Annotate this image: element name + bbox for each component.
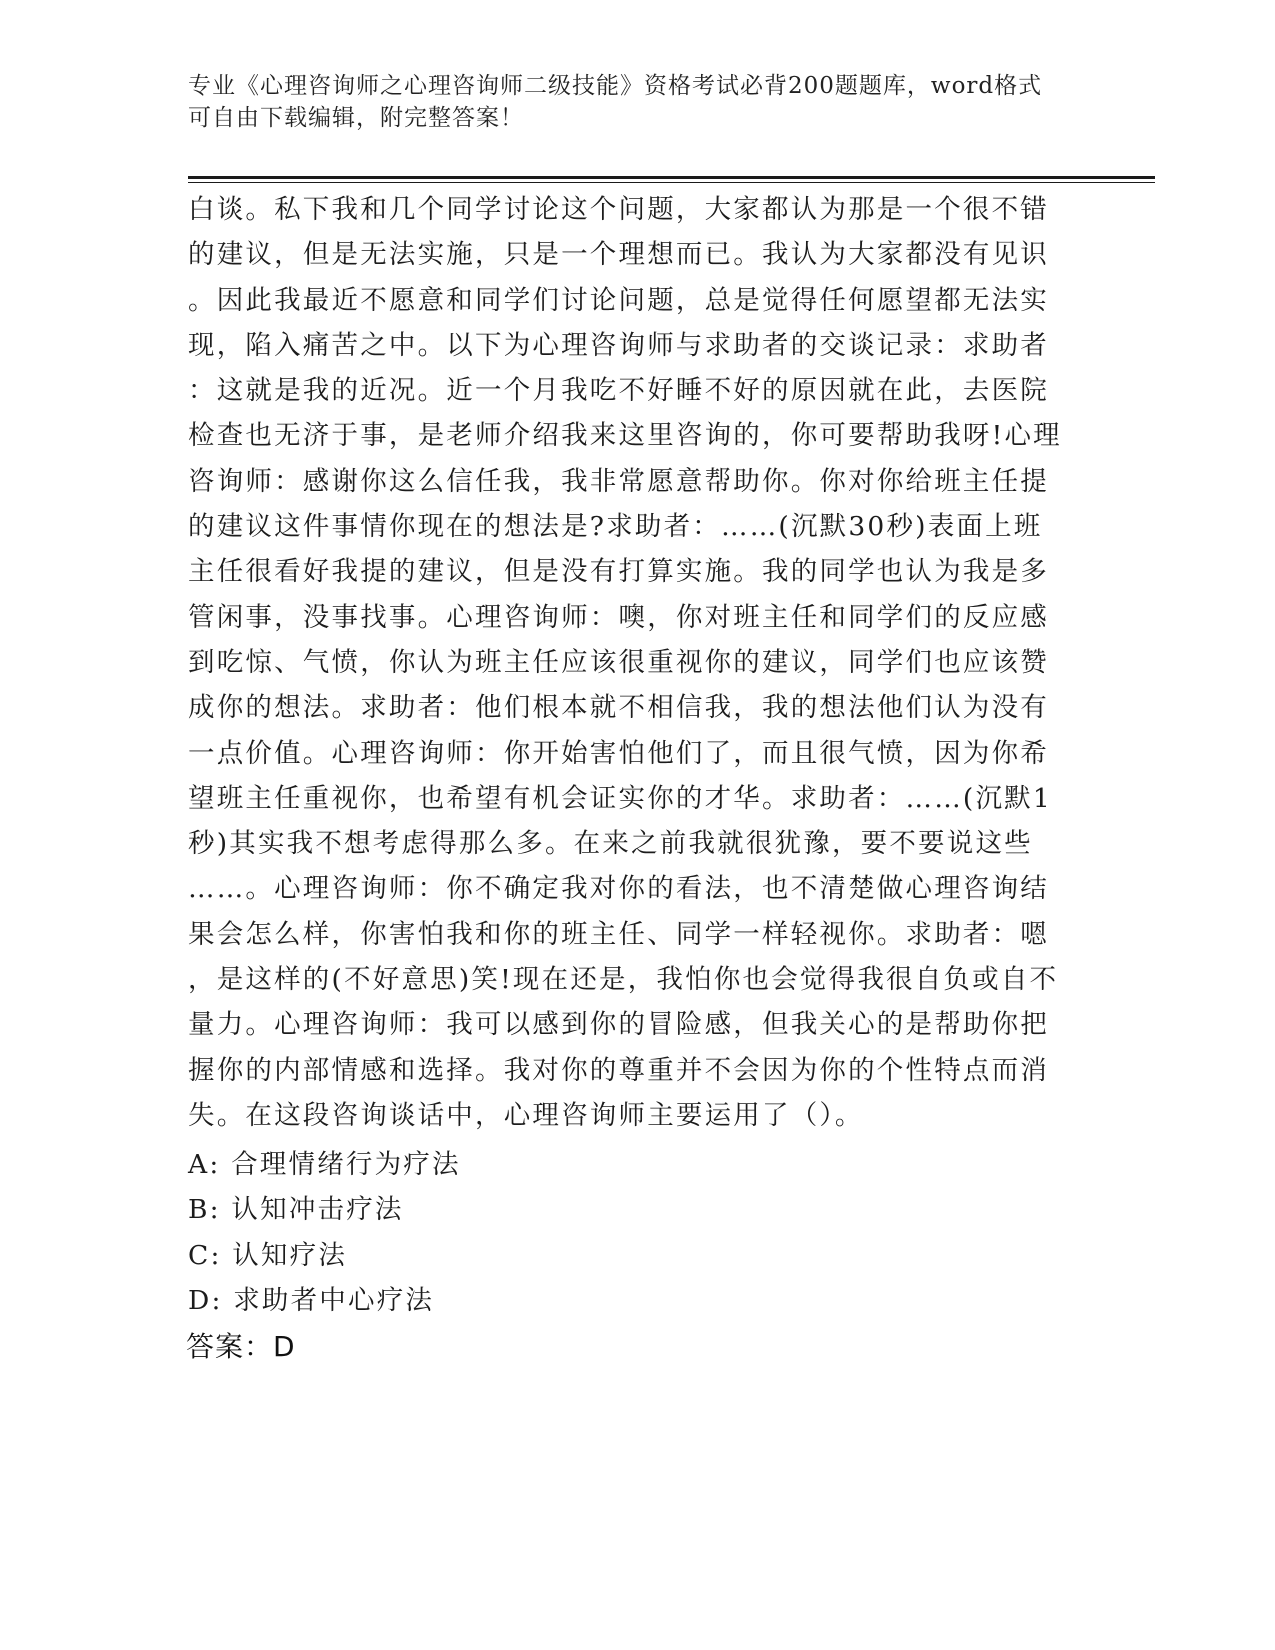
question-line: 现，陷入痛苦之中。以下为心理咨询师与求助者的交谈记录：求助者 xyxy=(188,329,1049,361)
question-line: 白谈。私下我和几个同学讨论这个问题，大家都认为那是一个很不错 xyxy=(188,194,1049,225)
question-line: 到吃惊、气愤，你认为班主任应该很重视你的建议，同学们也应该赞 xyxy=(188,646,1049,678)
question-line: 一点价值。心理咨询师：你开始害怕他们了，而且很气愤，因为你希 xyxy=(188,737,1049,769)
answer-options xyxy=(188,1142,888,1323)
header-divider-thick xyxy=(188,176,1155,179)
option-a: A: 合理情绪行为疗法 xyxy=(188,1149,461,1180)
question-text xyxy=(188,187,1078,1138)
document-header xyxy=(188,70,1068,134)
question-line: ，是这样的(不好意思)笑!现在还是，我怕你也会觉得我很自负或自不 xyxy=(188,964,1059,996)
question-line: 秒)其实我不想考虑得那么多。在来之前我就很犹豫，要不要说这些 xyxy=(188,828,1033,860)
question-line: 管闲事，没事找事。心理咨询师：噢，你对班主任和同学们的反应感 xyxy=(188,601,1049,633)
question-line: 咨询师：感谢你这么信任我，我非常愿意帮助你。你对你给班主任提 xyxy=(188,465,1049,497)
option-d: D: 求助者中心疗法 xyxy=(188,1284,435,1316)
question-line: 成你的想法。求助者：他们根本就不相信我，我的想法他们认为没有 xyxy=(188,692,1049,724)
answer-key: 答案：D xyxy=(186,1330,296,1363)
question-line: 望班主任重视你，也希望有机会证实你的才华。求助者：……(沉默1 xyxy=(188,782,1052,814)
option-c: C: 认知疗法 xyxy=(188,1239,348,1271)
option-b: B: 认知冲击疗法 xyxy=(188,1194,404,1226)
question-line: 果会怎么样，你害怕我和你的班主任、同学一样轻视你。求助者：嗯 xyxy=(188,918,1049,950)
question-line: 的建议这件事情你现在的想法是?求助者：……(沉默30秒)表面上班 xyxy=(188,511,1043,543)
question-line: 失。在这段咨询谈话中，心理咨询师主要运用了（）。 xyxy=(188,1099,864,1131)
question-line: 主任很看好我提的建议，但是没有打算实施。我的同学也认为我是多 xyxy=(188,556,1049,588)
question-line: ……。心理咨询师：你不确定我对你的看法，也不清楚做心理咨询结 xyxy=(188,873,1049,905)
question-line: 的建议，但是无法实施，只是一个理想而已。我认为大家都没有见识 xyxy=(188,239,1049,271)
question-line: 。因此我最近不愿意和同学们讨论问题，总是觉得任何愿望都无法实 xyxy=(188,284,1049,316)
question-line: ：这就是我的近况。近一个月我吃不好睡不好的原因就在此，去医院 xyxy=(188,375,1049,407)
question-line: 检查也无济于事，是老师介绍我来这里咨询的，你可要帮助我呀!心理 xyxy=(188,420,1062,452)
question-line: 握你的内部情感和选择。我对你的尊重并不会因为你的个性特点而消 xyxy=(188,1054,1049,1086)
header-line: 专业《心理咨询师之心理咨询师二级技能》资格考试必背200题题库，word格式 xyxy=(188,73,1043,99)
header-line: 可自由下载编辑，附完整答案！ xyxy=(188,105,524,131)
header-divider-thin xyxy=(188,182,1155,183)
question-line: 量力。心理咨询师：我可以感到你的冒险感，但我关心的是帮助你把 xyxy=(188,1009,1049,1041)
